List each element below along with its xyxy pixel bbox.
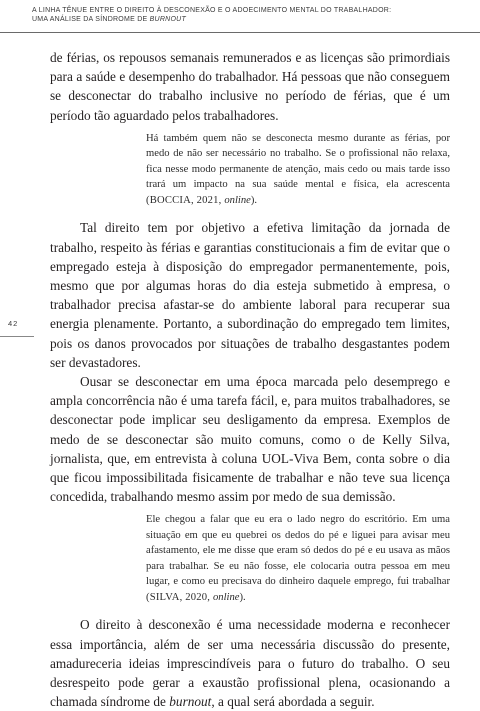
quote-citation-end: ). [239, 591, 246, 603]
running-header-italic-term: BURNOUT [149, 16, 186, 23]
page-number: 42 [8, 319, 19, 328]
quote-citation-online: online [224, 194, 251, 206]
block-quote-silva [146, 512, 450, 605]
quote-citation: (SILVA, 2020, [146, 591, 213, 603]
running-header-line-1: A LINHA TÊNUE ENTRE O DIREITO À DESCONEXÃO E O ADOECIMENTO MENTAL DO TRABALHADOR: [32, 7, 392, 14]
quote-text: Há também quem não se desconecta mesmo durante as férias, por medo de não ser necessário no trabalho. Se o profissional não relaxa, fica nesse modo permanente de atenção, mais cedo ou mais tarde isso trará um impacto na sua saúde mental e física, ela acrescenta [146, 132, 450, 191]
quote-citation: (BOCCIA, 2021, [146, 194, 225, 206]
paragraph-text: O direito à desconexão é uma necessidade moderna e reconhecer essa importância, além de ser uma necessária discussão do presente, amadureceria ideias imprescindíveis para o futuro do trabalho. O seu desrespeito pode gerar a exaustão profissional plena, ocasionando a chamada síndrome de [50, 617, 450, 710]
quote-text: Ele chegou a falar que eu era o lado negro do escritório. Em uma situação em que eu quebrei os dedos do pé e liguei para avisar meu afastamento, ele me disse que eram só dedos do pé e eu usava as mãos para trabalhar. Se eu não fosse, ele colocaria outra pessoa em meu lugar, e como eu precisava do dinheiro daquele emprego, fui trabalhar [146, 514, 450, 588]
running-header-line-2 [32, 15, 472, 24]
quote-citation-online: online [212, 591, 240, 603]
main-text [50, 48, 450, 711]
paragraph-text-end: , a qual será abordada a seguir. [211, 694, 375, 710]
paragraph-direito-desconexao [50, 615, 450, 711]
page-number-rule [0, 336, 34, 337]
quote-citation-end: ). [250, 194, 258, 206]
running-header [32, 6, 472, 24]
paragraph-continuation: de férias, os repousos semanais remunerados e as licenças são primordiais para a saúde e desempenho do trabalhador. Há pessoas que não conseguem se desconectar do trabalho inclusive no período de férias, que é um período tão aguardado pelos trabalhadores. [50, 50, 450, 123]
burnout-term: burnout [169, 694, 212, 710]
paragraph-limitacao-jornada: Tal direito tem por objetivo a efetiva limitação da jornada de trabalho, respeito às férias e garantias constitucionais a fim de evitar que o empregado esteja à disposição do empregador permanentemente, pois, mesmo que por algumas horas do dia esteja submetido à empresa, o trabalhador precisa afastar-se do ambiente laboral para recuperar sua energia plenamente. Portanto, a subordinação do empregado tem limites, pois os danos provocados por situações de trabalho desgastantes podem ser devastadores. [50, 220, 450, 370]
block-quote-boccia [146, 131, 450, 209]
paragraph-ousar-desconectar: Ousar se desconectar em uma época marcada pelo desemprego e ampla concorrência não é uma tarefa fácil, e, para muitos trabalhadores, se desconectar pode implicar seu desligamento da empresa. Exemplos de medo de se desconectar são muito comuns, como o de Kelly Silva, jornalista, que, em entrevista à coluna UOL-Viva Bem, conta sobre o dia que ficou impossibilitada fisicamente de trabalhar e não teve sua licença concedida, trabalhando mesmo assim por medo de sua demissão. [50, 373, 450, 505]
running-header-line-2-text: UMA ANÁLISE DA SÍNDROME DE [32, 16, 150, 23]
header-rule [0, 32, 480, 33]
